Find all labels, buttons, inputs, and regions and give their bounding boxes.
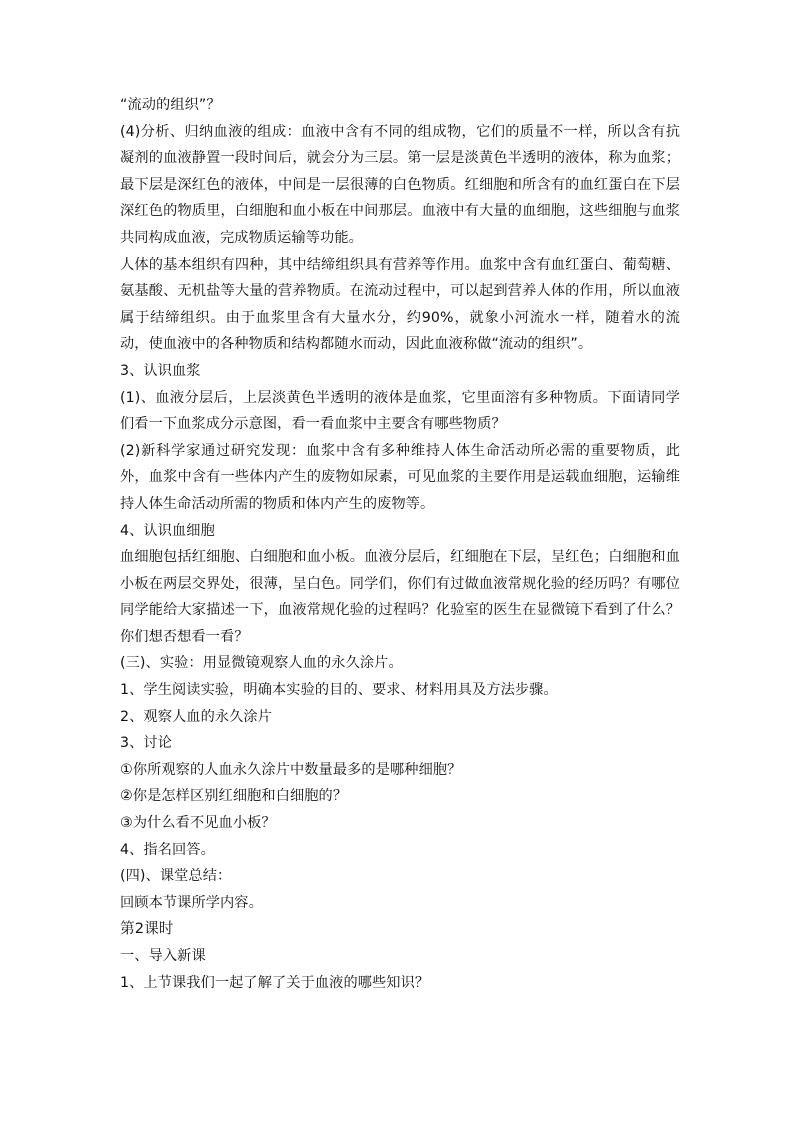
paragraph-plasma-1: (1)、血液分层后，上层淡黄色半透明的液体是血浆，它里面溶有多种物质。下面请同学们看一下血浆成分示意图，看一看血浆中主要含有哪些物质？ xyxy=(120,389,680,433)
heading-class-summary: (四)、课堂总结： xyxy=(120,868,232,885)
paragraph-plasma-2: (2)新科学家通过研究发现：血浆中含有多种维持人体生命活动所必需的重要物质，此外，血浆中含有一些体内产生的废物如尿素，可见血浆的主要作用是运载血细胞，运输维持人体生命活动所需的物质和体内产生的废物等。 xyxy=(120,442,680,512)
paragraph-blood-cells: 血细胞包括红细胞、白细胞和血小板。血液分层后，红细胞在下层，呈红色；白细胞和血小板在两层交界处，很薄，呈白色。同学们，你们有过做血液常规化验的经历吗？有哪位同学能给大家描述一下，血液常规化验的过程吗？化验室的医生在显微镜下看到了什么？你们想否想看一看？ xyxy=(120,549,680,645)
paragraph-connective-tissue: 人体的基本组织有四种，其中结缔组织具有营养等作用。血浆中含有血红蛋白、葡萄糖、氨基酸、无机盐等大量的营养物质。在流动过程中，可以起到营养人体的作用，所以血液属于结缔组织。由于血浆里含有大量水分，约90%，就象小河流水一样，随着水的流动，使血液中的各种物质和结构都随水而动，因此血液称做“流动的组织”。 xyxy=(120,256,680,353)
paragraph-review: 回顾本节课所学内容。 xyxy=(120,894,263,911)
question-platelets: ③为什么看不见血小板？ xyxy=(120,815,276,832)
heading-experiment: (三)、实验：用显微镜观察人血的永久涂片。 xyxy=(120,655,403,672)
paragraph-blood-composition: (4)分析、归纳血液的组成：血液中含有不同的组成物，它们的质量不一样，所以含有抗凝剂的血液静置一段时间后，就会分为三层。第一层是淡黄色半透明的液体，称为血浆；最下层是深红色的液体，中间是一层很薄的白色物质。红细胞和所含有的血红蛋白在下层深红色的物质里，白细胞和血小板在中间那层。血液中有大量的血细胞，这些细胞与血浆共同构成血液，完成物质运输等功能。 xyxy=(120,123,680,246)
list-item-answer: 4、指名回答。 xyxy=(120,841,215,858)
list-item-read-experiment: 1、学生阅读实验，明确本实验的目的、要求、材料用具及方法步骤。 xyxy=(120,682,558,699)
paragraph-flowing-tissue-question: “流动的组织”？ xyxy=(120,97,221,113)
question-previous-lesson: 1、上节课我们一起了解了关于血液的哪些知识？ xyxy=(120,974,430,991)
heading-new-lesson-intro: 一、导入新课 xyxy=(120,948,206,964)
question-most-cells: ①你所观察的人血永久涂片中数量最多的是哪种细胞？ xyxy=(120,761,462,778)
heading-know-blood-cells: 4、认识血细胞 xyxy=(120,522,215,539)
list-item-observe-smear: 2、观察人血的永久涂片 xyxy=(120,708,273,725)
list-item-discussion: 3、讨论 xyxy=(120,735,172,752)
heading-lesson-2: 第2课时 xyxy=(120,920,174,938)
heading-know-plasma: 3、认识血浆 xyxy=(120,362,201,379)
question-distinguish-cells: ②你是怎样区别红细胞和白细胞的？ xyxy=(120,788,348,805)
document-page xyxy=(120,92,680,996)
